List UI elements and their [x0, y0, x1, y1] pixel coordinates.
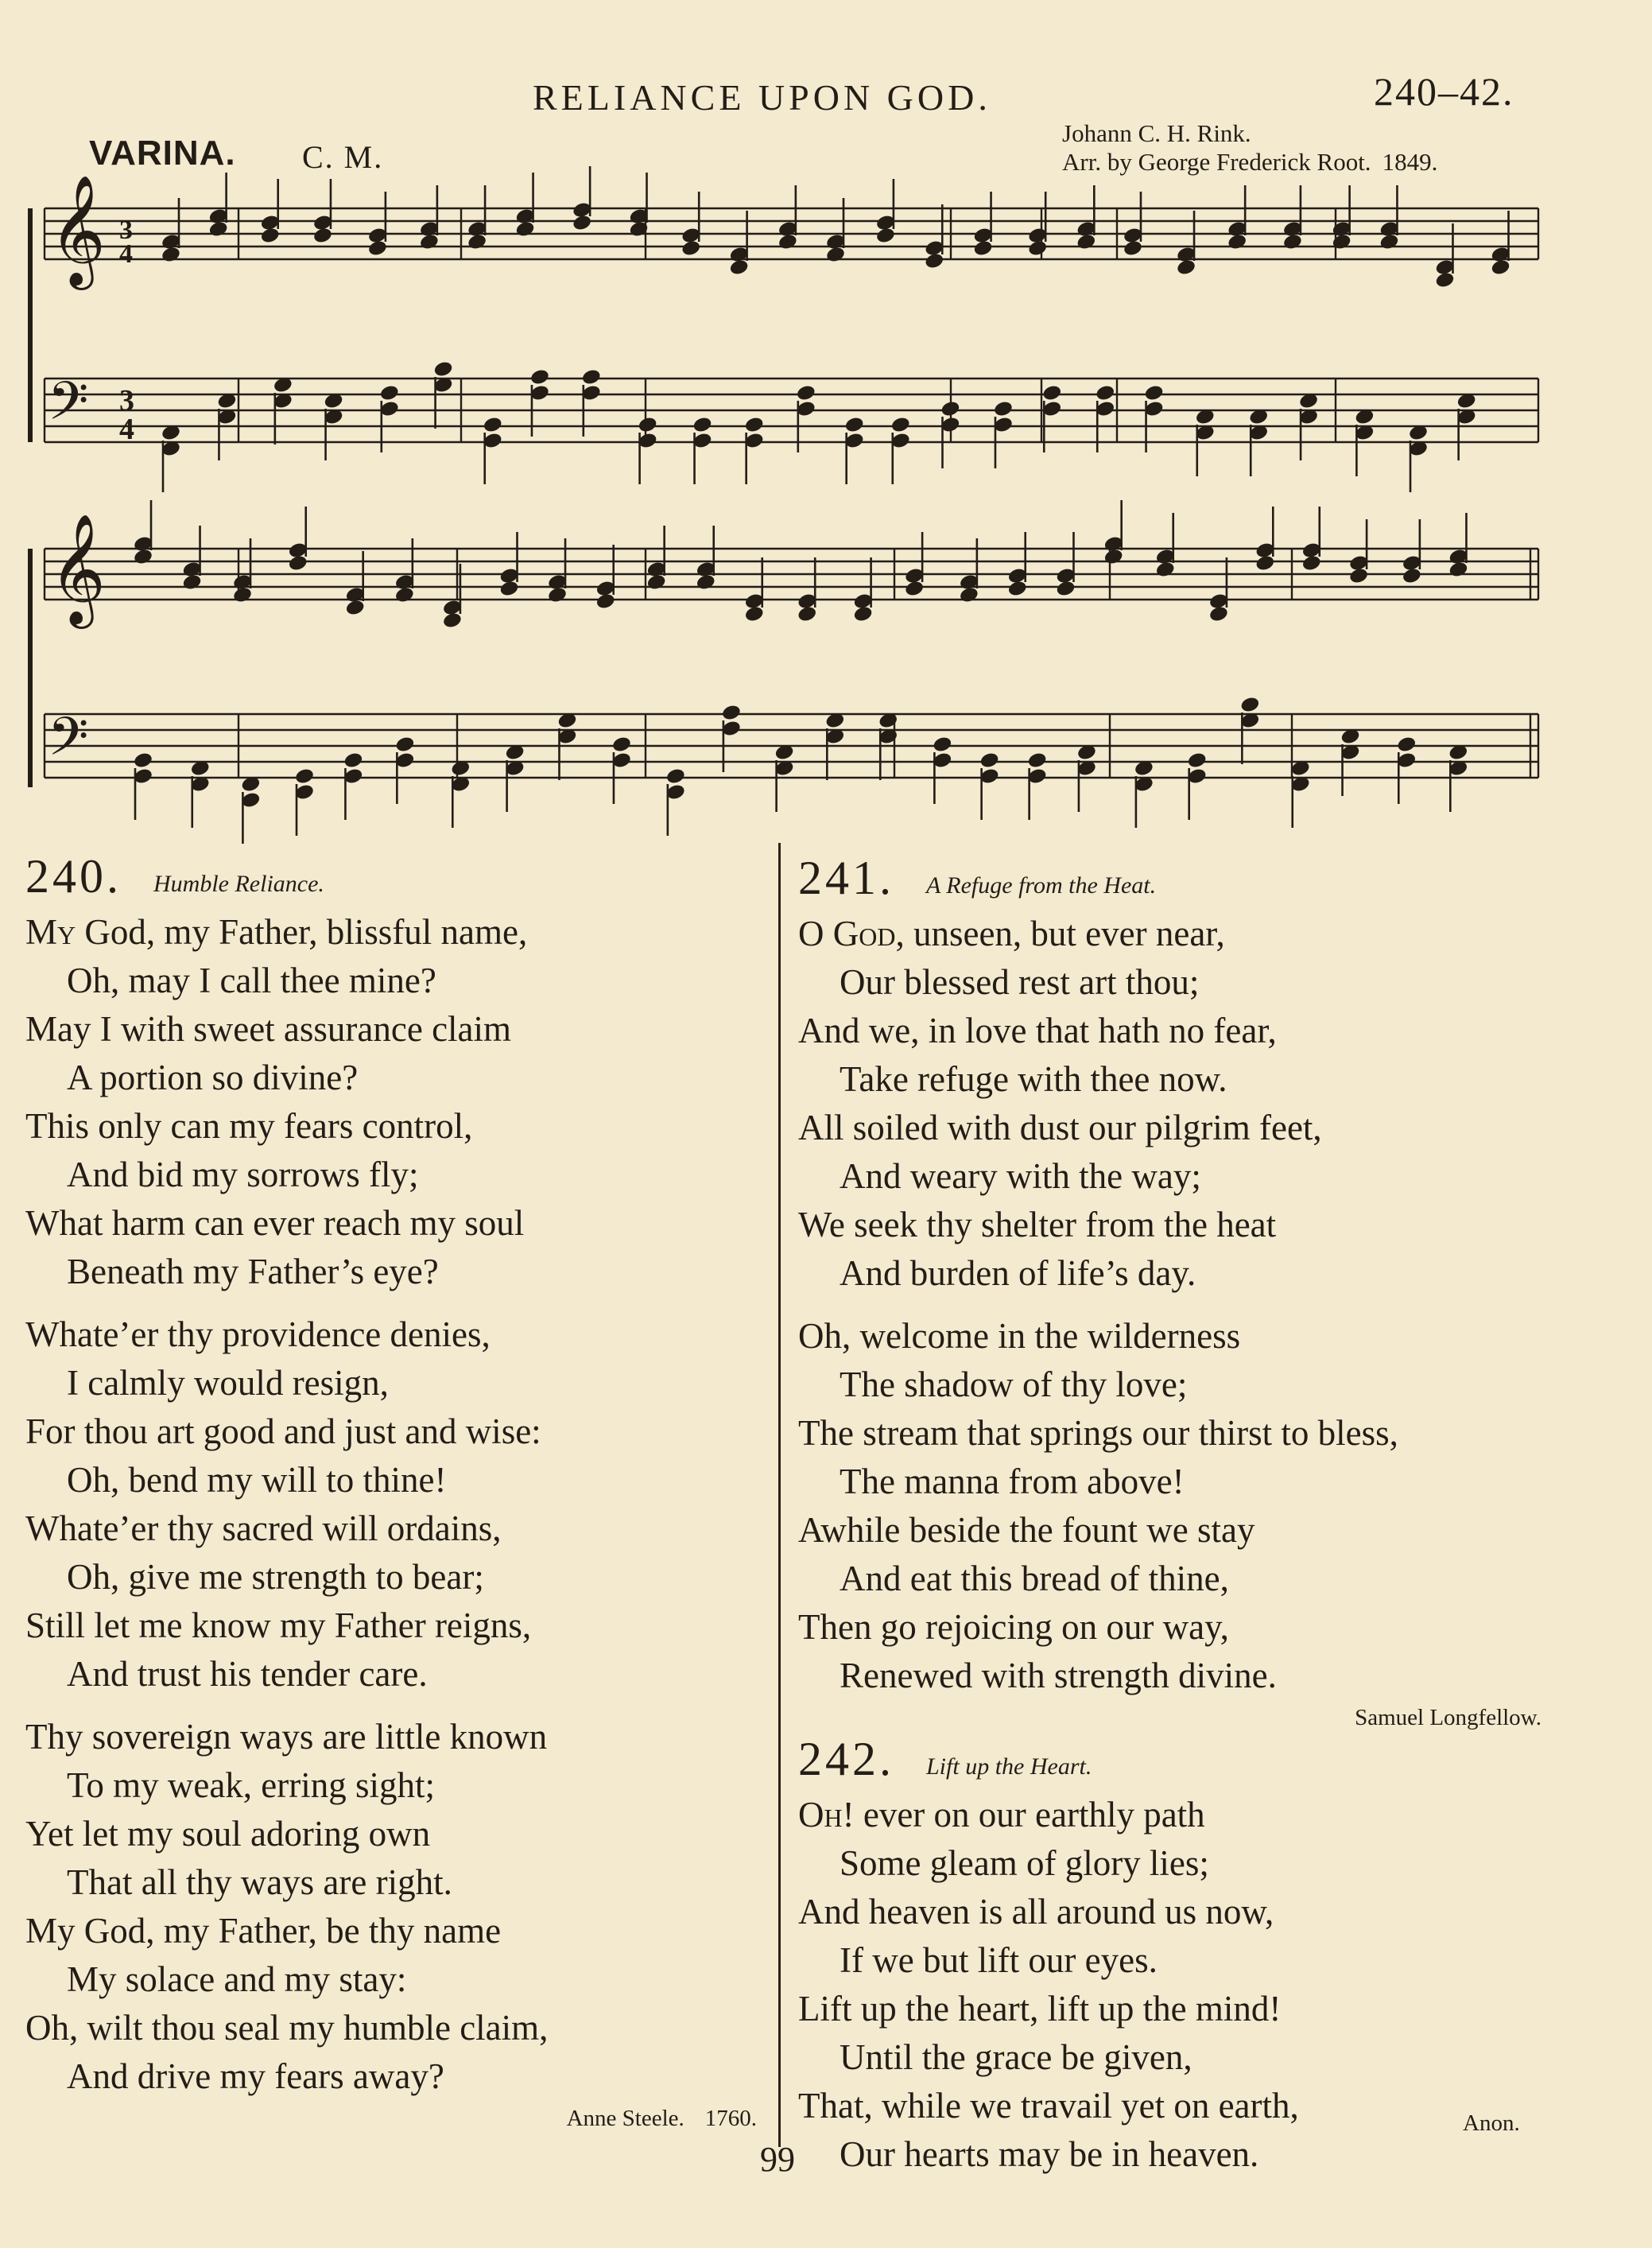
note-head	[744, 605, 765, 623]
column-divider	[778, 843, 781, 2147]
stanza-gap	[798, 1298, 1541, 1312]
arranger-year: 1849.	[1382, 148, 1438, 176]
verse-line: The shadow of thy love;	[840, 1365, 1188, 1405]
note-head	[875, 227, 896, 245]
hymn-number: 240.	[25, 850, 122, 903]
verse-line: I calmly would resign,	[67, 1363, 389, 1404]
verse-line: My solace and my stay:	[67, 1959, 407, 2000]
note-head	[181, 573, 202, 592]
verse-line	[798, 1791, 1541, 1839]
note-head	[394, 586, 415, 604]
verse-text: ever on our earthly path	[863, 1795, 1205, 1835]
verse-line: The stream that springs our thirst to bless,	[798, 1413, 1398, 1454]
note-head	[1396, 736, 1417, 754]
hymn-title: Lift up the Heart.	[926, 1753, 1092, 1780]
note-head	[1007, 580, 1028, 598]
verse-line: Until the grace be given,	[840, 2037, 1192, 2078]
hymn-author: Anon.	[1463, 2110, 1520, 2136]
verse-line: Renewed with strength divine.	[840, 1656, 1277, 1696]
treble-clef-icon: 𝄞	[49, 514, 106, 624]
note-head	[514, 220, 535, 239]
verse-line: Whate’er thy providence denies,	[25, 1314, 491, 1355]
hymn-heading	[25, 852, 757, 908]
verse-line: A portion so divine?	[67, 1058, 359, 1098]
verse-line: Thy sovereign ways are little known	[25, 1717, 548, 1757]
first-word-small-caps: Oh!	[798, 1795, 855, 1835]
verse-line: Yet let my soul adoring own	[25, 1814, 431, 1854]
hymn-heading	[798, 854, 1541, 910]
note-head	[932, 736, 952, 754]
music-score	[0, 0, 1652, 859]
note-head	[133, 751, 153, 770]
note-head	[161, 246, 181, 264]
note-head	[1155, 561, 1176, 579]
verse-line: That all thy ways are right.	[67, 1862, 452, 1903]
note-head	[1187, 751, 1208, 770]
hymn-author	[25, 2101, 757, 2136]
verse-line: And drive my fears away?	[67, 2056, 444, 2097]
verse-line: And bid my sorrows fly;	[67, 1155, 419, 1195]
hymn-number: 241.	[798, 852, 894, 904]
time-signature-numerator: 3	[119, 384, 134, 417]
verse-line: Beneath my Father’s eye?	[67, 1252, 439, 1292]
verse-line: Take refuge with thee now.	[840, 1059, 1227, 1100]
bass-clef-icon: 𝄢	[48, 371, 89, 445]
hymn-column-left	[25, 852, 757, 2136]
verse-line	[25, 908, 757, 957]
verse-line: Our blessed rest art thou;	[840, 962, 1200, 1003]
first-word-small-caps: O God,	[798, 914, 905, 954]
verse-line: For thou art good and just and wise:	[25, 1411, 541, 1452]
note-head	[1379, 233, 1399, 251]
verse-line: This only can my fears control,	[25, 1106, 473, 1147]
verse-line: Some gleam of glory lies;	[840, 1843, 1209, 1884]
verse-line: Oh, welcome in the wilderness	[798, 1316, 1241, 1357]
note-head	[638, 416, 658, 434]
verse-line: Oh, give me strength to bear;	[67, 1557, 484, 1598]
verse-line: Then go rejoicing on our way,	[798, 1607, 1229, 1648]
note-head	[890, 416, 911, 434]
note-head	[1332, 233, 1352, 251]
note-head	[394, 736, 415, 754]
hymn-column-right	[798, 854, 1541, 2179]
verse-line: The manna from above!	[840, 1462, 1185, 1502]
verse-line: And heaven is all around us now,	[798, 1892, 1274, 1932]
verse-line: Our hearts may be in heaven.	[840, 2134, 1259, 2175]
verse-line: Awhile beside the fount we stay	[798, 1510, 1255, 1551]
verse-line: My God, my Father, be thy name	[25, 1911, 502, 1951]
hymn-author	[798, 1700, 1541, 1735]
note-head	[797, 605, 817, 623]
note-head	[665, 767, 686, 786]
note-head	[993, 400, 1014, 418]
time-signature-numerator: 3	[119, 215, 133, 245]
verse-line: And eat this bread of thine,	[840, 1559, 1229, 1599]
hymn-number-range: 240–42.	[1374, 69, 1514, 114]
note-head	[1041, 384, 1062, 402]
note-head	[646, 573, 667, 592]
verse-line: To my weak, erring sight;	[67, 1765, 436, 1806]
note-head	[1402, 567, 1422, 585]
note-head	[1123, 239, 1143, 258]
verse-line: All soiled with dust our pilgrim feet,	[798, 1108, 1322, 1148]
page-number: 99	[760, 2140, 795, 2179]
stanza-gap	[25, 1296, 757, 1310]
verse-line: Lift up the heart, lift up the mind!	[798, 1989, 1282, 2029]
verse-line: May I with sweet assurance claim	[25, 1009, 512, 1050]
tune-name: VARINA.	[89, 134, 236, 173]
note-head	[379, 384, 400, 402]
time-signature-denominator: 4	[119, 413, 134, 446]
note-head	[1239, 696, 1260, 714]
verse-line: Oh, bend my will to thine!	[67, 1460, 447, 1501]
verse-line: That, while we travail yet on earth,	[798, 2086, 1299, 2126]
note-head	[442, 612, 463, 630]
note-head	[1434, 271, 1455, 289]
verse-line: Whate’er thy sacred will ordains,	[25, 1508, 502, 1549]
note-head	[904, 580, 925, 598]
note-head	[260, 227, 281, 245]
note-head	[1027, 751, 1048, 770]
verse-line: And weary with the way;	[840, 1156, 1201, 1197]
note-head	[1448, 561, 1468, 579]
verse-line: Still let me know my Father reigns,	[25, 1605, 532, 1646]
note-head	[1208, 605, 1229, 623]
first-word-small-caps: My	[25, 912, 76, 953]
time-signature-denominator: 4	[119, 239, 133, 269]
treble-clef-icon: 𝄞	[49, 175, 106, 285]
note-head	[1490, 258, 1510, 277]
verse-line: Oh, wilt thou seal my humble claim,	[25, 2008, 549, 2048]
note-head	[940, 400, 960, 418]
verse-line: We seek thy shelter from the heat	[798, 1205, 1277, 1245]
hymn-heading	[798, 1735, 1541, 1791]
note-head	[979, 751, 1000, 770]
composer-credit: Johann C. H. Rink.	[1062, 119, 1251, 147]
arranger-name: Arr. by George Frederick Root.	[1062, 148, 1371, 176]
note-head	[419, 233, 440, 251]
note-head	[343, 751, 363, 770]
page-title: RELIANCE UPON GOD.	[533, 77, 991, 118]
hymn-title: Humble Reliance.	[153, 871, 324, 898]
note-head	[1143, 384, 1164, 402]
note-head	[294, 767, 315, 786]
verse-text: unseen, but ever near,	[913, 914, 1225, 954]
verse-line: And burden of life’s day.	[840, 1253, 1196, 1294]
note-head	[796, 384, 816, 402]
note-head	[432, 360, 453, 379]
stanza-gap	[25, 1699, 757, 1713]
verse-line: What harm can ever reach my soul	[25, 1203, 525, 1244]
verse-line	[798, 910, 1541, 958]
meter: C. M.	[302, 139, 384, 175]
author-name: Samuel Longfellow.	[1355, 1705, 1541, 1731]
author-year: 1760.	[704, 2106, 757, 2132]
note-head	[611, 736, 632, 754]
hymn-title: A Refuge from the Heat.	[926, 872, 1157, 899]
note-head	[844, 416, 865, 434]
note-head	[692, 416, 712, 434]
note-head	[744, 416, 765, 434]
verse-line: Oh, may I call thee mine?	[67, 961, 436, 1001]
verse-text: God, my Father, blissful name,	[84, 912, 528, 953]
author-name: Anne Steele.	[566, 2106, 684, 2132]
note-head	[345, 599, 366, 617]
hymn-number: 242.	[798, 1733, 894, 1786]
verse-line: And we, in love that hath no fear,	[798, 1011, 1277, 1051]
note-head	[581, 368, 602, 386]
note-head	[483, 416, 503, 434]
note-head	[1095, 384, 1115, 402]
verse-line: If we but lift our eyes.	[840, 1940, 1158, 1981]
note-head	[232, 586, 253, 604]
verse-line: And trust his tender care.	[67, 1654, 428, 1695]
note-head	[853, 605, 874, 623]
bass-clef-icon: 𝄢	[48, 706, 89, 780]
note-head	[721, 704, 742, 722]
note-head	[529, 368, 550, 386]
